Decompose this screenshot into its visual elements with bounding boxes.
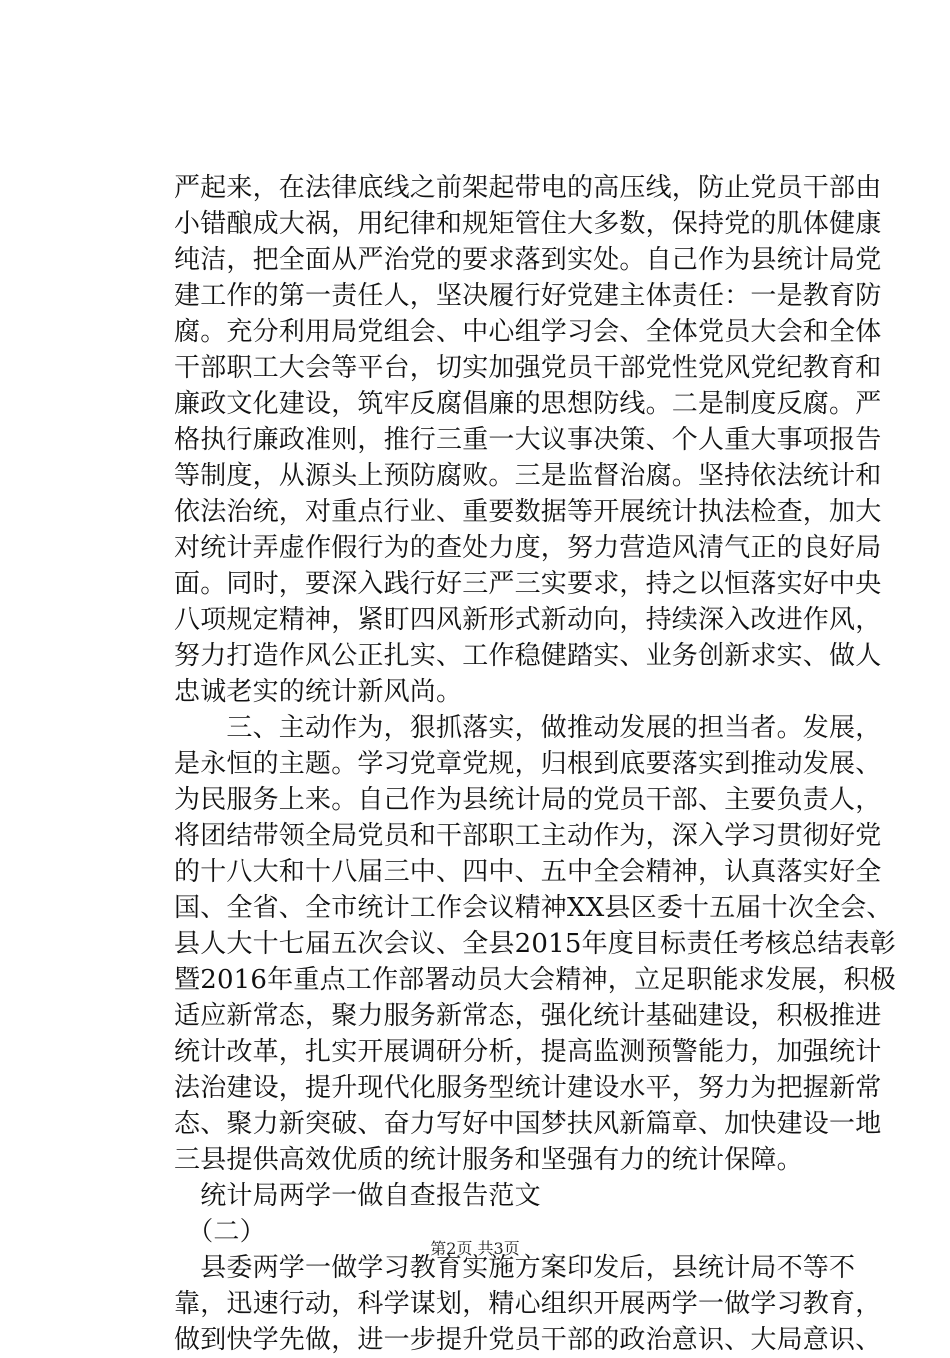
text-line: 态、聚力新突破、奋力写好中国梦扶风新篇章、加快建设一地: [174, 1109, 882, 1139]
article-title-line: 统计局两学一做自查报告范文: [174, 1181, 541, 1211]
subsection-label-line: （二）: [174, 1217, 266, 1247]
text-line: 做到快学先做，进一步提升党员干部的政治意识、大局意识、: [174, 1325, 882, 1355]
text-line: 廉政文化建设，筑牢反腐倡廉的思想防线。二是制度反腐。严: [174, 389, 882, 419]
text-line: 的十八大和十八届三中、四中、五中全会精神，认真落实好全: [174, 857, 882, 887]
text-line: 干部职工大会等平台，切实加强党员干部党性党风党纪教育和: [174, 353, 882, 383]
text-line: 是永恒的主题。学习党章党规，归根到底要落实到推动发展、: [174, 749, 882, 779]
text-line: 小错酿成大祸，用纪律和规矩管住大多数，保持党的肌体健康: [174, 209, 882, 239]
text-line: 暨2016年重点工作部署动员大会精神，立足职能求发展，积极: [174, 965, 896, 995]
text-line: 县委两学一做学习教育实施方案印发后，县统计局不等不: [174, 1253, 856, 1283]
text-line: 等制度，从源头上预防腐败。三是监督治腐。坚持依法统计和: [174, 461, 882, 491]
text-line: 严起来，在法律底线之前架起带电的高压线，防止党员干部由: [174, 173, 882, 203]
section-heading-line: 三、主动作为，狠抓落实，做推动发展的担当者。发展，: [174, 713, 882, 743]
text-line: 国、全省、全市统计工作会议精神XX县区委十五届十次全会、: [174, 893, 893, 923]
text-line: 建工作的第一责任人，坚决履行好党建主体责任：一是教育防: [174, 281, 882, 311]
text-line: 格执行廉政准则，推行三重一大议事决策、个人重大事项报告: [174, 425, 882, 455]
text-line: 依法治统，对重点行业、重要数据等开展统计执法检查，加大: [174, 497, 882, 527]
text-line: 为民服务上来。自己作为县统计局的党员干部、主要负责人，: [174, 785, 882, 815]
text-line: 忠诚老实的统计新风尚。: [174, 677, 463, 707]
text-line: 将团结带领全局党员和干部职工主动作为，深入学习贯彻好党: [174, 821, 882, 851]
document-body: [174, 170, 896, 1358]
text-line: 努力打造作风公正扎实、工作稳健踏实、业务创新求实、做人: [174, 641, 882, 671]
text-line: 靠，迅速行动，科学谋划，精心组织开展两学一做学习教育，: [174, 1289, 882, 1319]
page-number-footer: 第2页 共3页: [430, 1239, 520, 1258]
text-line: 三县提供高效优质的统计服务和坚强有力的统计保障。: [174, 1145, 803, 1175]
text-line: 法治建设，提升现代化服务型统计建设水平，努力为把握新常: [174, 1073, 882, 1103]
text-line: 八项规定精神，紧盯四风新形式新动向，持续深入改进作风，: [174, 605, 882, 635]
text-line: 面。同时，要深入践行好三严三实要求，持之以恒落实好中央: [174, 569, 882, 599]
text-line: 对统计弄虚作假行为的查处力度，努力营造风清气正的良好局: [174, 533, 882, 563]
text-line: 腐。充分利用局党组会、中心组学习会、全体党员大会和全体: [174, 317, 882, 347]
text-line: 县人大十七届五次会议、全县2015年度目标责任考核总结表彰: [174, 929, 896, 959]
text-line: 适应新常态，聚力服务新常态，强化统计基础建设，积极推进: [174, 1001, 882, 1031]
text-line: 纯洁，把全面从严治党的要求落到实处。自己作为县统计局党: [174, 245, 882, 275]
text-line: 统计改革，扎实开展调研分析，提高监测预警能力，加强统计: [174, 1037, 882, 1067]
